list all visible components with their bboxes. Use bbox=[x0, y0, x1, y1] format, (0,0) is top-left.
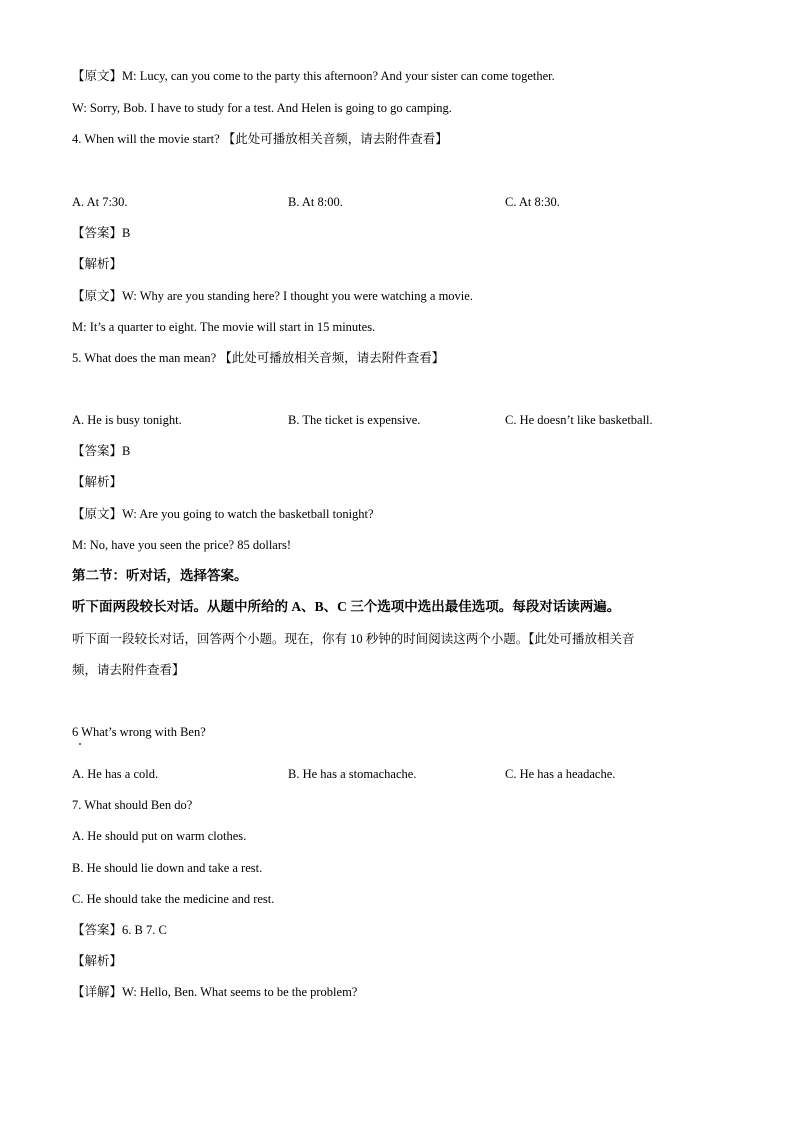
stray-dot bbox=[79, 743, 81, 745]
detail-line: 【详解】W: Hello, Ben. What seems to be the problem? bbox=[72, 985, 358, 999]
option-b: B. He has a stomachache. bbox=[288, 767, 417, 781]
dialogue-line: 【原文】M: Lucy, can you come to the party this afternoon? And your sister can come together. bbox=[72, 69, 555, 83]
dialogue-line: 【原文】W: Why are you standing here? I thought you were watching a movie. bbox=[72, 289, 473, 303]
question-6: 6 What’s wrong with Ben? bbox=[72, 725, 206, 739]
option-a: A. He should put on warm clothes. bbox=[72, 829, 247, 843]
option-b: B. At 8:00. bbox=[288, 195, 343, 209]
answer: 【答案】6. B 7. C bbox=[72, 923, 167, 937]
question-4: 4. When will the movie start? 【此处可播放相关音频，请去附件查看】 bbox=[72, 132, 448, 146]
section-intro: 听下面一段较长对话，回答两个小题。现在，你有 10 秒钟的时间阅读这两个小题。【此处可播放相关音 bbox=[72, 632, 635, 646]
section-title: 第二节：听对话，选择答案。 bbox=[72, 568, 248, 583]
option-c: C. He has a headache. bbox=[505, 767, 616, 781]
dialogue-line: M: No, have you seen the price? 85 dollars! bbox=[72, 538, 292, 552]
option-b: B. The ticket is expensive. bbox=[288, 413, 421, 427]
option-c: C. At 8:30. bbox=[505, 195, 560, 209]
question-5: 5. What does the man mean? 【此处可播放相关音频，请去附件查看】 bbox=[72, 351, 445, 365]
option-c: C. He should take the medicine and rest. bbox=[72, 892, 275, 906]
question-7: 7. What should Ben do? bbox=[72, 798, 193, 812]
option-a: A. At 7:30. bbox=[72, 195, 128, 209]
option-a: A. He is busy tonight. bbox=[72, 413, 182, 427]
answer: 【答案】B bbox=[72, 226, 131, 240]
option-c: C. He doesn’t like basketball. bbox=[505, 413, 653, 427]
dialogue-line: M: It’s a quarter to eight. The movie will start in 15 minutes. bbox=[72, 320, 376, 334]
analysis-heading: 【解析】 bbox=[72, 954, 123, 968]
section-intro: 频，请去附件查看】 bbox=[72, 663, 185, 677]
answer: 【答案】B bbox=[72, 444, 131, 458]
analysis-heading: 【解析】 bbox=[72, 257, 123, 271]
dialogue-line: W: Sorry, Bob. I have to study for a test. And Helen is going to go camping. bbox=[72, 101, 452, 115]
option-b: B. He should lie down and take a rest. bbox=[72, 861, 263, 875]
section-instructions: 听下面两段较长对话。从题中所给的 A、B、C 三个选项中选出最佳选项。每段对话读两遍。 bbox=[72, 599, 621, 614]
option-a: A. He has a cold. bbox=[72, 767, 159, 781]
dialogue-line: 【原文】W: Are you going to watch the basketball tonight? bbox=[72, 507, 374, 521]
analysis-heading: 【解析】 bbox=[72, 475, 123, 489]
